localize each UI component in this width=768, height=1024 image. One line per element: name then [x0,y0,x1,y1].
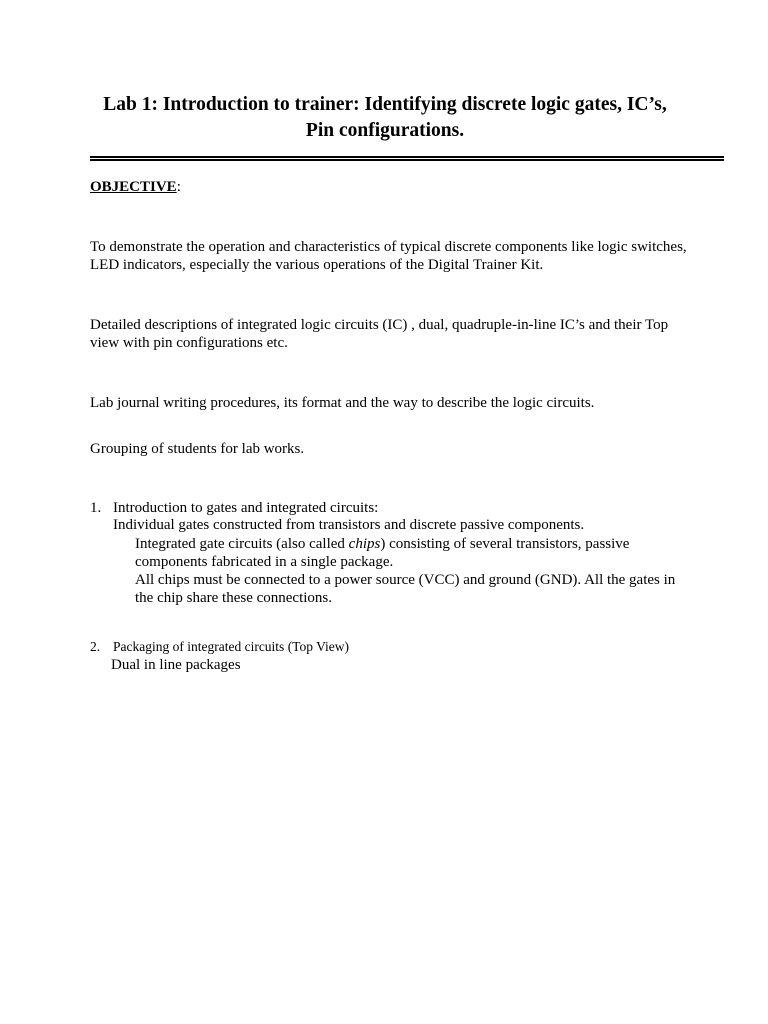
objective-heading [90,178,181,196]
list-item-1-detail-power: All chips must be connected to a power source (VCC) and ground (GND). All the gates in the chip share these connections. [135,572,676,606]
paragraph-demonstrate: To demonstrate the operation and characteristics of typical discrete components like logic switches, LED indicators, especially the various operations of the Digital Trainer Kit. [90,239,687,273]
paragraph-grouping: Grouping of students for lab works. [90,441,305,457]
list-item-2-heading [90,639,349,655]
objective-label: OBJECTIVE [90,179,177,195]
detail-chips-after: ) consisting of several transistors, passive components fabricated in a single package. [135,536,630,570]
list-item-2-text: Packaging of integrated circuits (Top View) [113,639,350,654]
detail-chips-before: Integrated gate circuits (also called [135,536,349,552]
list-item-2-sub: Dual in line packages [111,657,241,673]
paragraph-journal: Lab journal writing procedures, its format and the way to describe the logic circuits. [90,395,595,411]
list-number-2: 2. [90,639,101,654]
objective-colon: : [176,179,181,195]
detail-chips-italic: chips [348,536,381,552]
title-line-1: Lab 1: Introduction to trainer: Identifying discrete logic gates, IC’s, [103,94,667,115]
paragraph-descriptions: Detailed descriptions of integrated logic circuits (IC) , dual, quadruple-in-line IC’s and their Top view with pin configurations etc. [90,317,669,351]
page-title [80,92,690,144]
list-item-1-sub: Individual gates constructed from transistors and discrete passive components. [113,517,585,533]
list-item-1-detail-chips [135,535,685,571]
title-line-2: Pin configurations. [305,120,465,141]
double-rule-divider [90,156,724,161]
list-item-1-heading [90,499,378,517]
list-item-1-text: Introduction to gates and integrated circuits: [113,500,379,516]
list-number-1: 1. [90,500,102,516]
